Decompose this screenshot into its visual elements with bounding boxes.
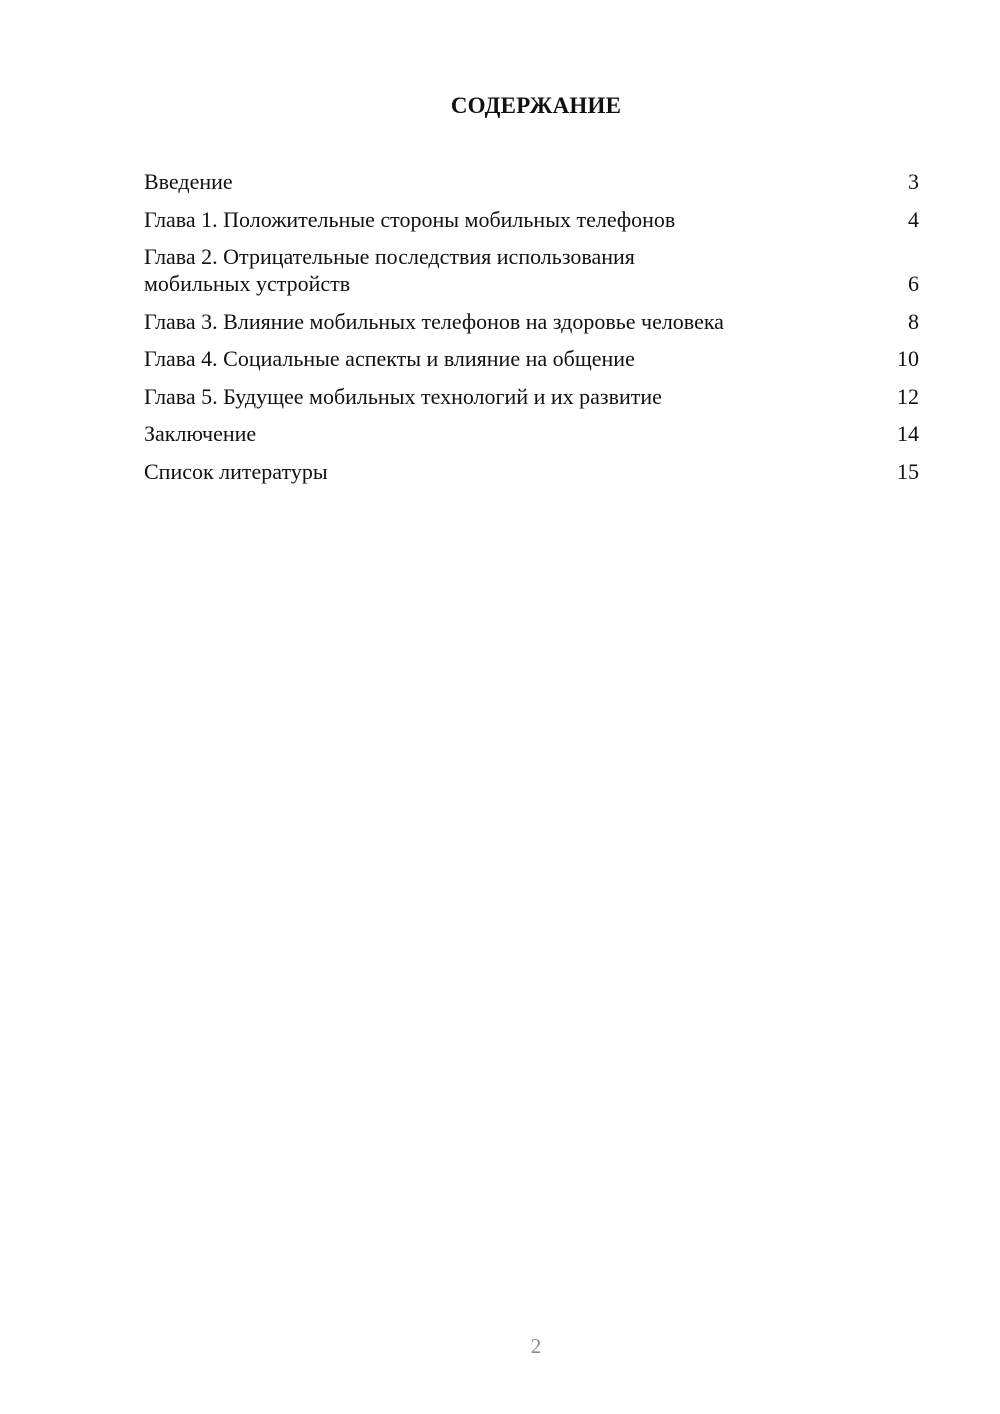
toc-entry-label: Заключение [144,421,257,446]
toc-entry-label: Список литературы [144,458,328,484]
toc-entry-label: Глава 5. Будущее мобильных технологий и их развитие [144,383,662,409]
toc-entry-conclusion[interactable] [144,420,919,447]
toc-entry-label: Глава 1. Положительные стороны мобильных телефонов [144,206,676,232]
toc-entry-page-number: 10 [897,346,919,371]
toc-entry-page-number: 8 [908,308,919,334]
toc-entry-page-number: 4 [908,206,919,232]
toc-entry-page-number: 6 [908,271,919,296]
toc-entry-label: Глава 2. Отрицательные последствия использования мобильных устройств [144,244,635,296]
page-title: СОДЕРЖАНИЕ [450,93,622,118]
toc-entry-introduction[interactable] [144,168,919,195]
toc-entry-label: Глава 3. Влияние мобильных телефонов на здоровье человека [144,308,724,334]
page-number: 2 [530,1334,542,1358]
toc-entry-chapter-5[interactable] [144,383,919,410]
toc-entry-chapter-3[interactable] [144,308,919,335]
toc-entry-page-number: 15 [897,458,919,484]
toc-entry-chapter-4[interactable] [144,345,919,372]
toc-entry-page-number: 12 [897,383,919,409]
toc-entry-chapter-2[interactable] [144,243,919,297]
table-of-contents [144,168,919,495]
toc-entry-page-number: 14 [897,421,919,446]
toc-entry-references[interactable] [144,458,919,485]
toc-entry-label: Глава 4. Социальные аспекты и влияние на общение [144,346,635,371]
toc-entry-chapter-1[interactable] [144,206,919,233]
toc-entry-label: Введение [144,169,233,194]
toc-entry-page-number: 3 [908,169,919,194]
